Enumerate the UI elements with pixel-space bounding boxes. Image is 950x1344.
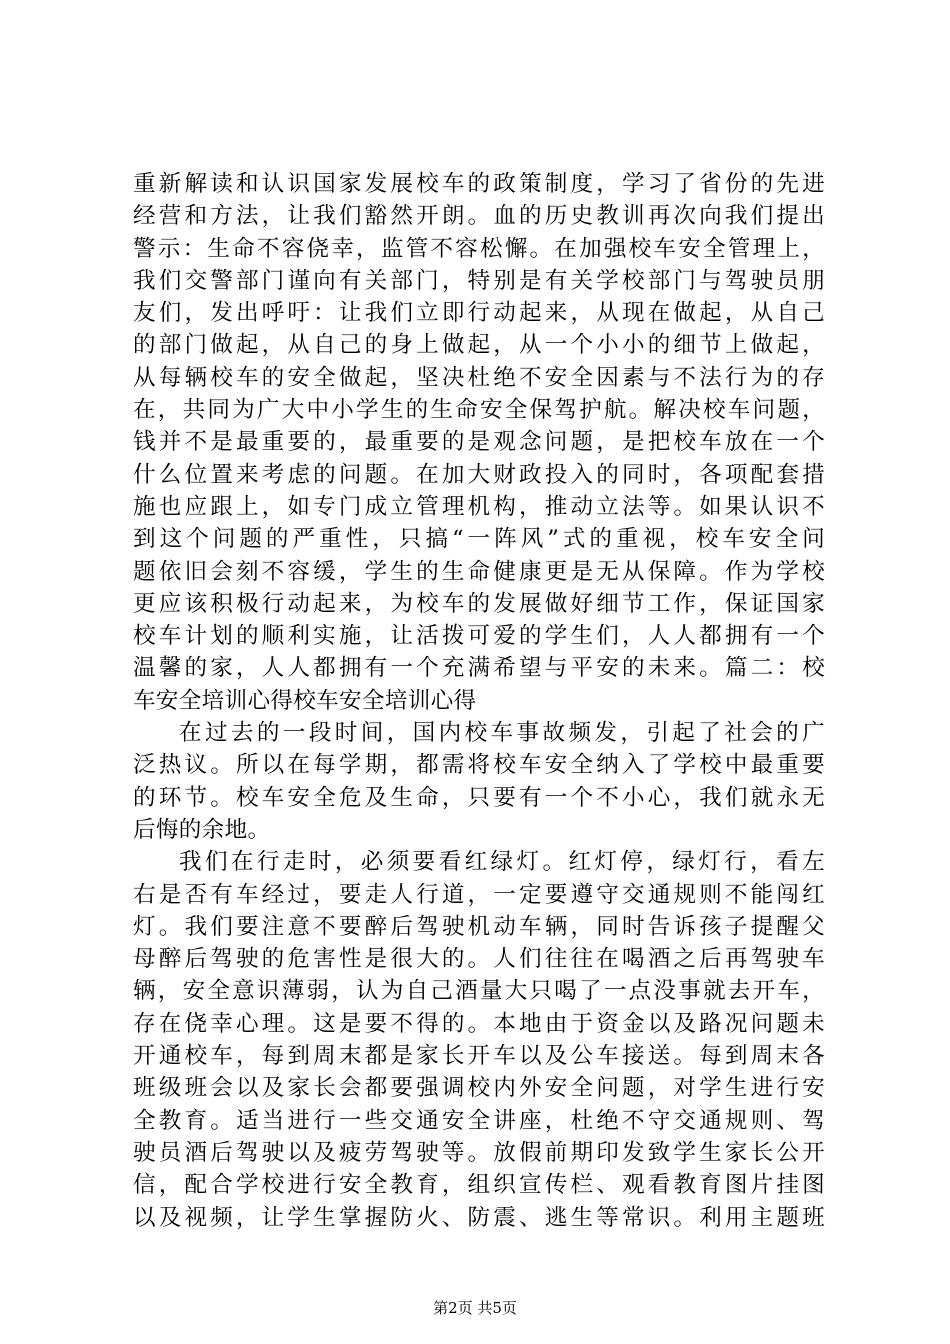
text-line: 班级班会以及家长会都要强调校内外安全问题，对学生进行安 <box>133 1075 825 1102</box>
body-text <box>133 168 825 1234</box>
text-line: 经营和方法，让我们豁然开朗。血的历史教训再次向我们提出 <box>133 203 825 230</box>
page-number: 第2页 共5页 <box>433 1299 517 1317</box>
text-line: 温馨的家，人人都拥有一个充满希望与平安的未来。篇二：校 <box>133 655 825 682</box>
text-line: 全教育。适当进行一些交通安全讲座，杜绝不守交通规则、驾 <box>133 1107 825 1134</box>
text-line: 后悔的余地。 <box>133 816 271 843</box>
text-line: 右是否有车经过，要走人行道，一定要遵守交通规则不能闯红 <box>133 881 825 908</box>
text-line: 什么位置来考虑的问题。在加大财政投入的同时，各项配套措 <box>133 461 825 488</box>
text-line: 的环节。校车安全危及生命，只要有一个不小心，我们就永无 <box>133 784 825 811</box>
text-line: 辆，安全意识薄弱，认为自己酒量大只喝了一点没事就去开车， <box>133 978 825 1005</box>
text-line: 泛热议。所以在每学期，都需将校车安全纳入了学校中最重要 <box>133 752 825 779</box>
text-line: 到这个问题的严重性，只搞“一阵风”式的重视，校车安全问 <box>133 526 825 553</box>
text-line: 钱并不是最重要的，最重要的是观念问题，是把校车放在一个 <box>133 429 825 456</box>
text-line: 信，配合学校进行安全教育，组织宣传栏、观看教育图片挂图 <box>133 1172 825 1199</box>
text-line: 从每辆校车的安全做起，坚决杜绝不安全因素与不法行为的存 <box>133 364 825 391</box>
paragraph-first-line: 我们在行走时，必须要看红绿灯。红灯停，绿灯行，看左 <box>179 849 825 876</box>
text-line: 开通校车，每到周末都是家长开车以及公车接送。每到周末各 <box>133 1043 825 1070</box>
text-line: 施也应跟上，如专门成立管理机构，推动立法等。如果认识不 <box>133 493 825 520</box>
paragraph-first-line: 在过去的一段时间，国内校车事故频发，引起了社会的广 <box>179 720 825 747</box>
text-line: 重新解读和认识国家发展校车的政策制度，学习了省份的先进 <box>133 171 825 197</box>
text-line: 的部门做起，从自己的身上做起，从一个小小的细节上做起， <box>133 332 825 359</box>
text-line: 警示：生命不容侥幸，监管不容松懈。在加强校车安全管理上， <box>133 235 825 262</box>
text-line: 友们，发出呼吁：让我们立即行动起来，从现在做起，从自己 <box>133 300 825 327</box>
text-line: 驶员酒后驾驶以及疲劳驾驶等。放假前期印发致学生家长公开 <box>133 1139 825 1166</box>
text-line: 更应该积极行动起来，为校车的发展做好细节工作，保证国家 <box>133 590 825 617</box>
text-line: 以及视频，让学生掌握防火、防震、逃生等常识。利用主题班 <box>133 1204 825 1231</box>
text-line: 母醉后驾驶的危害性是很大的。人们往往在喝酒之后再驾驶车 <box>133 946 825 973</box>
text-line: 车安全培训心得校车安全培训心得 <box>133 687 477 714</box>
text-line: 我们交警部门谨向有关部门，特别是有关学校部门与驾驶员朋 <box>133 267 825 294</box>
text-line: 灯。我们要注意不要醉后驾驶机动车辆，同时告诉孩子提醒父 <box>133 913 825 940</box>
text-line: 存在侥幸心理。这是要不得的。本地由于资金以及路况问题未 <box>133 1010 825 1037</box>
page-footer <box>0 1298 950 1318</box>
text-line: 校车计划的顺利实施，让活拨可爱的学生们，人人都拥有一个 <box>133 623 825 650</box>
text-line: 在，共同为广大中小学生的生命安全保驾护航。解决校车问题， <box>133 397 825 424</box>
text-line: 题依旧会刻不容缓，学生的生命健康更是无从保障。作为学校 <box>133 558 825 585</box>
